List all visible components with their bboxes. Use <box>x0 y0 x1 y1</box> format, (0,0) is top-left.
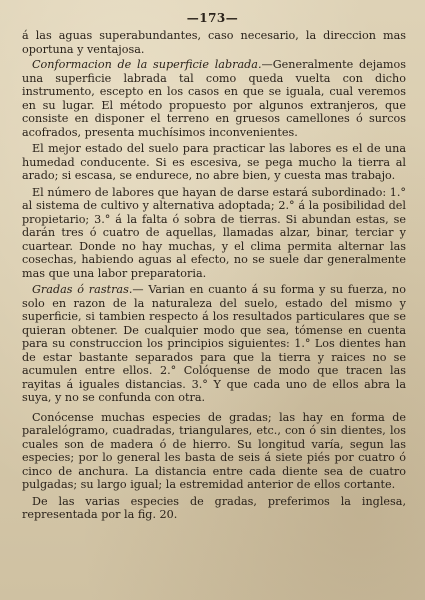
paragraph-text: El mejor estado del suelo para practicar las labores es el de una humedad conducente. Si es escesiva, se pega mucho la tierra al arado; si escasa, se endurece, no abre bien, y cuesta mas trabajo. <box>22 142 406 182</box>
paragraph-number-of-labors <box>22 186 406 281</box>
section-heading: Conformacion de la superficie labrada. <box>32 58 262 71</box>
paragraph-harrows <box>22 283 406 405</box>
paragraph-text: á las aguas superabundantes, caso necesario, la direccion mas oportuna y ventajosa. <box>22 29 406 56</box>
page-number: —173— <box>186 11 239 25</box>
paragraph-soil-state <box>22 142 406 183</box>
section-heading: Gradas ó rastras. <box>32 283 133 296</box>
paragraph-text: Conócense muchas especies de gradas; las hay en forma de paralelógramo, cuadradas, triangulares, etc., con ó sin dientes, los cuales son de madera ó de hierro. Su longitud varía, segun las especies; por lo general les basta de seis á siete piés por cuatro ó cinco de anchura. La distancia entre cada diente sea de cuatro pulgadas; su largo igual; la estremidad anterior de ellos cortante. <box>22 410 406 491</box>
paragraph-text: De las varias especies de gradas, preferimos la inglesa, representada por la fig. 20. <box>22 494 406 521</box>
paragraph-text: El número de labores que hayan de darse estará subordinado: 1.° al sistema de cultivo y alternativa adoptada; 2.° á la posibilidad del propietario; 3.° á la falta ó sobra de tierras. Si abundan estas, se darán tres ó cuatro de aquellas, llamadas alzar, binar, terciar y cuartear. Donde no hay muchas, y el clima permita alternar las cosechas, habiendo aguas al efecto, no se suele dar generalmente mas que una labor preparatoria. <box>22 185 406 280</box>
paragraph-surface-shape <box>22 58 406 139</box>
body-text <box>22 29 406 524</box>
paragraph-harrow-types <box>22 411 406 492</box>
paragraph-english-harrow <box>22 495 406 522</box>
paragraph-text: — Varian en cuanto á su forma y su fuerza, no solo en razon de la naturaleza del suelo, estado del mismo y superficie, si tambien respecto á los resultados particulares que se quieran obtener. De cualquier modo que sea, tómense en cuenta para su construccion los principios siguientes: 1.° Los dientes han de estar bastante separados para que la tierra y raices no se acumulen entre ellos. 2.° Colóquense de modo que tracen las rayitas á iguales distancias. 3.° Y que cada uno de ellos abra la suya, y no se confunda con otra. <box>22 283 407 404</box>
paragraph-continuation <box>22 29 406 56</box>
paragraph-text: —Generalmente dejamos una superficie labrada tal como queda vuelta con dicho instrumento, escepto en los casos en que se iguala, cual veremos en su lugar. El método propuesto por algunos extranjeros, que consiste en disponer el terreno en gruesos camellones ó surcos acofrados, presenta muchísimos inconvenientes. <box>22 58 406 139</box>
